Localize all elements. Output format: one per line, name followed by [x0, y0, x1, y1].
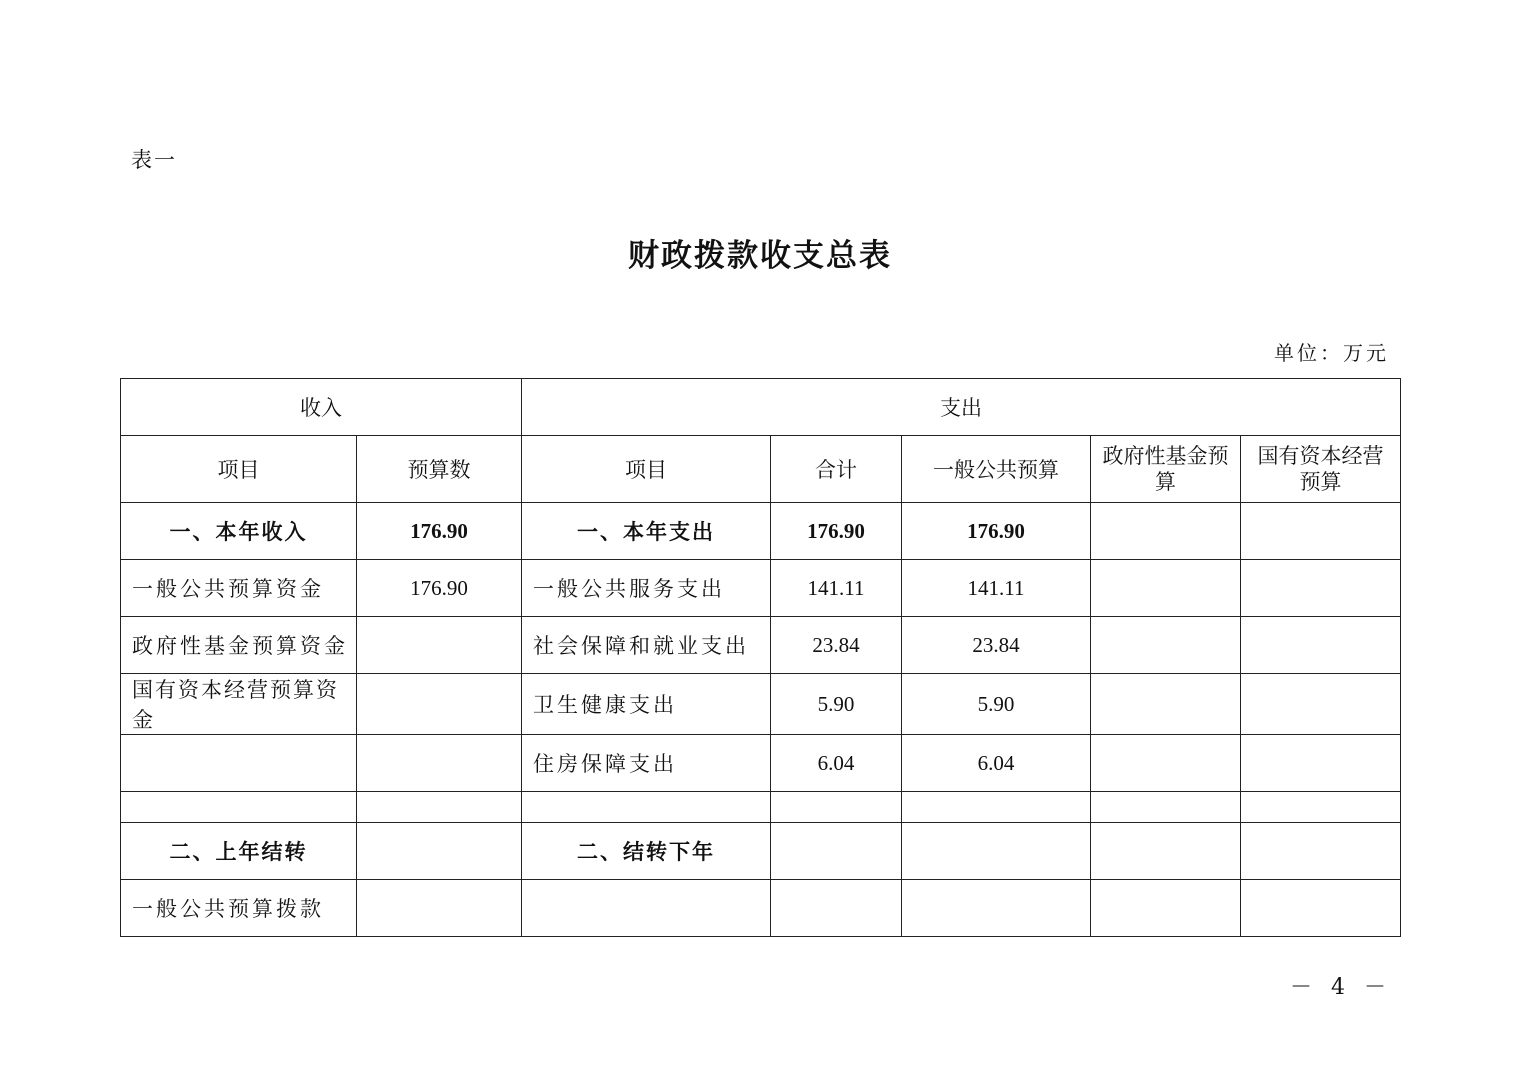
col-total: 合计: [771, 436, 902, 503]
gov-fund-cell: [1091, 735, 1241, 792]
table-row: [121, 674, 1401, 735]
gov-fund-cell: [1091, 503, 1241, 560]
budget-summary-table: [120, 378, 1401, 937]
income-item-cell: [121, 792, 357, 823]
expense-item-cell: 一、本年支出: [522, 503, 771, 560]
expense-item-cell: 二、结转下年: [522, 823, 771, 880]
state-capital-cell: [1241, 823, 1401, 880]
gov-fund-cell: [1091, 792, 1241, 823]
page-title: 财政拨款收支总表: [628, 238, 892, 274]
gov-fund-cell: [1091, 560, 1241, 617]
total-cell: [771, 823, 902, 880]
expense-item-cell: 社会保障和就业支出: [522, 617, 771, 674]
general-public-cell: 6.04: [902, 735, 1091, 792]
income-budget-cell: [357, 735, 522, 792]
total-cell: 5.90: [771, 674, 902, 735]
header-row-top: [121, 379, 1401, 436]
page-number: － 4 －: [1290, 975, 1392, 1000]
expense-item-cell: [522, 880, 771, 937]
income-item-cell: [121, 735, 357, 792]
table-row: [121, 735, 1401, 792]
income-item-cell: 一般公共预算拨款: [121, 880, 357, 937]
income-budget-cell: 176.90: [357, 503, 522, 560]
income-header: 收入: [121, 379, 522, 436]
income-budget-cell: 176.90: [357, 560, 522, 617]
col-general-public: 一般公共预算: [902, 436, 1091, 503]
general-public-cell: [902, 880, 1091, 937]
state-capital-cell: [1241, 617, 1401, 674]
expense-item-cell: 一般公共服务支出: [522, 560, 771, 617]
income-item-cell: 一、本年收入: [121, 503, 357, 560]
unit-label: 单位：万元: [1274, 341, 1389, 365]
col-income-budget: 预算数: [357, 436, 522, 503]
table-row: [121, 823, 1401, 880]
header-row-columns: [121, 436, 1401, 503]
state-capital-cell: [1241, 674, 1401, 735]
state-capital-cell: [1241, 880, 1401, 937]
table-row: [121, 792, 1401, 823]
expense-item-cell: [522, 792, 771, 823]
expense-item-cell: 住房保障支出: [522, 735, 771, 792]
col-gov-fund: 政府性基金预算: [1091, 436, 1241, 503]
table-row: [121, 560, 1401, 617]
general-public-cell: 176.90: [902, 503, 1091, 560]
general-public-cell: 141.11: [902, 560, 1091, 617]
total-cell: [771, 792, 902, 823]
table-row: [121, 880, 1401, 937]
income-item-cell: 二、上年结转: [121, 823, 357, 880]
general-public-cell: [902, 792, 1091, 823]
income-budget-cell: [357, 674, 522, 735]
income-item-cell: 一般公共预算资金: [121, 560, 357, 617]
income-budget-cell: [357, 880, 522, 937]
total-cell: 176.90: [771, 503, 902, 560]
income-budget-cell: [357, 617, 522, 674]
table-row: [121, 617, 1401, 674]
gov-fund-cell: [1091, 674, 1241, 735]
state-capital-cell: [1241, 792, 1401, 823]
gov-fund-cell: [1091, 617, 1241, 674]
income-budget-cell: [357, 792, 522, 823]
total-cell: [771, 880, 902, 937]
general-public-cell: 5.90: [902, 674, 1091, 735]
income-budget-cell: [357, 823, 522, 880]
general-public-cell: [902, 823, 1091, 880]
col-state-capital: 国有资本经营预算: [1241, 436, 1401, 503]
income-item-cell: 国有资本经营预算资金: [121, 674, 357, 735]
expense-item-cell: 卫生健康支出: [522, 674, 771, 735]
table-label: 表一: [131, 148, 177, 172]
income-item-cell: 政府性基金预算资金: [121, 617, 357, 674]
gov-fund-cell: [1091, 880, 1241, 937]
state-capital-cell: [1241, 735, 1401, 792]
total-cell: 23.84: [771, 617, 902, 674]
col-expense-item: 项目: [522, 436, 771, 503]
general-public-cell: 23.84: [902, 617, 1091, 674]
gov-fund-cell: [1091, 823, 1241, 880]
expense-header: 支出: [522, 379, 1401, 436]
table-row: [121, 503, 1401, 560]
state-capital-cell: [1241, 560, 1401, 617]
total-cell: 6.04: [771, 735, 902, 792]
state-capital-cell: [1241, 503, 1401, 560]
total-cell: 141.11: [771, 560, 902, 617]
col-income-item: 项目: [121, 436, 357, 503]
